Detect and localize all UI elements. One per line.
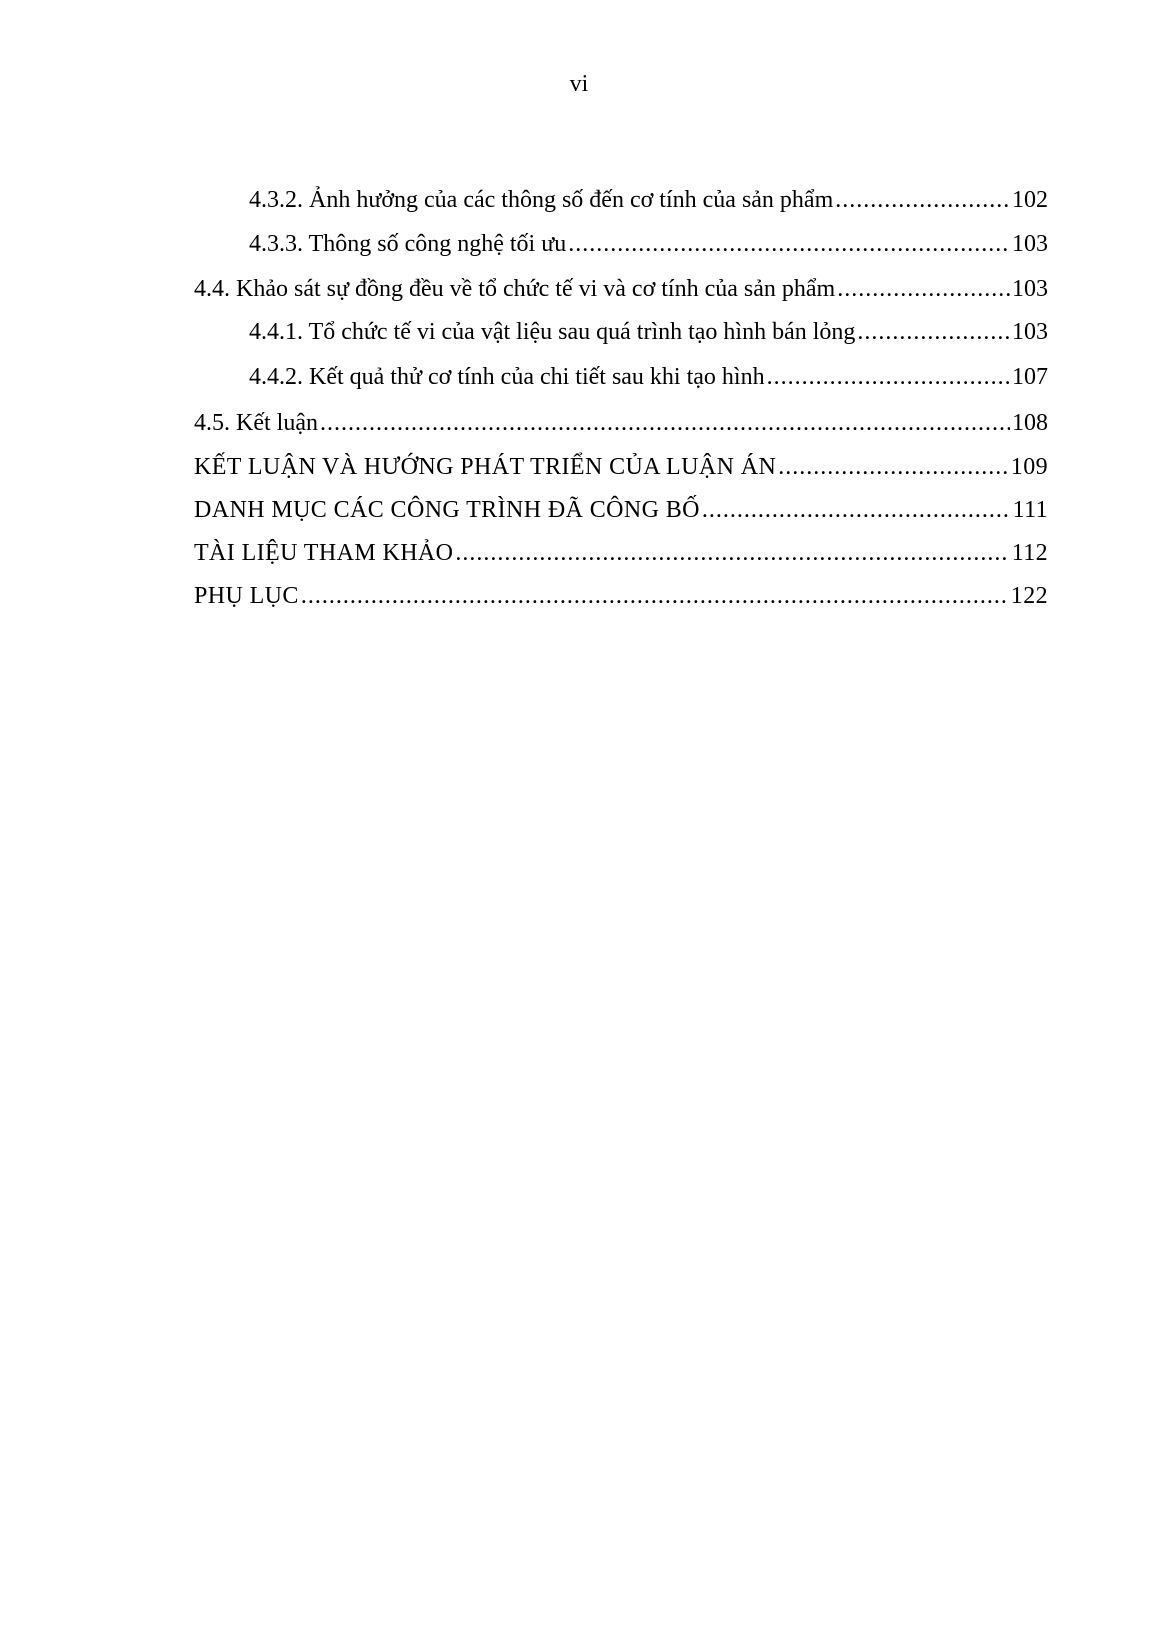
toc-entry-4-3-2[interactable] — [194, 186, 1048, 230]
toc-entry-references[interactable] — [194, 539, 1048, 582]
toc-entry-title: 4.3.2. Ảnh hưởng của các thông số đến cơ tính của sản phẩm — [249, 187, 834, 213]
toc-entry-4-4[interactable] — [194, 275, 1048, 318]
toc-entry-page: 112 — [1011, 540, 1048, 566]
toc-entry-publications[interactable] — [194, 496, 1048, 539]
toc-entry-title: 4.5. Kết luận — [194, 410, 318, 436]
toc-dot-leader — [837, 275, 1010, 303]
page-number: vi — [569, 71, 589, 97]
toc-entry-page: 111 — [1012, 497, 1048, 523]
toc-entry-page: 103 — [1012, 276, 1048, 302]
toc-entry-page: 109 — [1010, 454, 1048, 480]
toc-entry-appendix[interactable] — [194, 582, 1048, 625]
table-of-contents — [194, 186, 1048, 625]
toc-entry-title: KẾT LUẬN VÀ HƯỚNG PHÁT TRIỂN CỦA LUẬN ÁN — [194, 454, 777, 480]
toc-entry-title: PHỤ LỤC — [194, 583, 299, 609]
toc-entry-title: DANH MỤC CÁC CÔNG TRÌNH ĐÃ CÔNG BỐ — [194, 497, 700, 523]
toc-dot-leader — [568, 230, 1010, 258]
toc-entry-4-3-3[interactable] — [194, 230, 1048, 275]
toc-entry-page: 107 — [1012, 364, 1048, 390]
toc-dot-leader — [702, 496, 1011, 524]
toc-entry-title: 4.4. Khảo sát sự đồng đều về tổ chức tế vi và cơ tính của sản phẩm — [194, 276, 836, 302]
toc-dot-leader — [857, 318, 1010, 346]
toc-entry-title: 4.4.1. Tổ chức tế vi của vật liệu sau quá trình tạo hình bán lỏng — [249, 319, 856, 345]
toc-entry-title: TÀI LIỆU THAM KHẢO — [194, 540, 454, 566]
toc-entry-page: 102 — [1012, 187, 1048, 213]
toc-dot-leader — [835, 186, 1010, 214]
toc-entry-conclusion[interactable] — [194, 453, 1048, 496]
toc-entry-title: 4.4.2. Kết quả thử cơ tính của chi tiết sau khi tạo hình — [249, 364, 765, 390]
toc-dot-leader — [455, 539, 1009, 567]
toc-entry-page: 108 — [1012, 410, 1048, 436]
toc-entry-title: 4.3.3. Thông số công nghệ tối ưu — [249, 231, 567, 257]
toc-dot-leader — [301, 582, 1009, 610]
toc-entry-page: 103 — [1012, 319, 1048, 345]
toc-dot-leader — [320, 409, 1010, 437]
toc-entry-4-4-1[interactable] — [194, 318, 1048, 363]
toc-entry-4-4-2[interactable] — [194, 363, 1048, 409]
toc-entry-page: 103 — [1012, 231, 1048, 257]
toc-dot-leader — [767, 363, 1010, 391]
toc-entry-4-5[interactable] — [194, 409, 1048, 453]
toc-entry-page: 122 — [1010, 583, 1048, 609]
toc-dot-leader — [778, 453, 1009, 481]
